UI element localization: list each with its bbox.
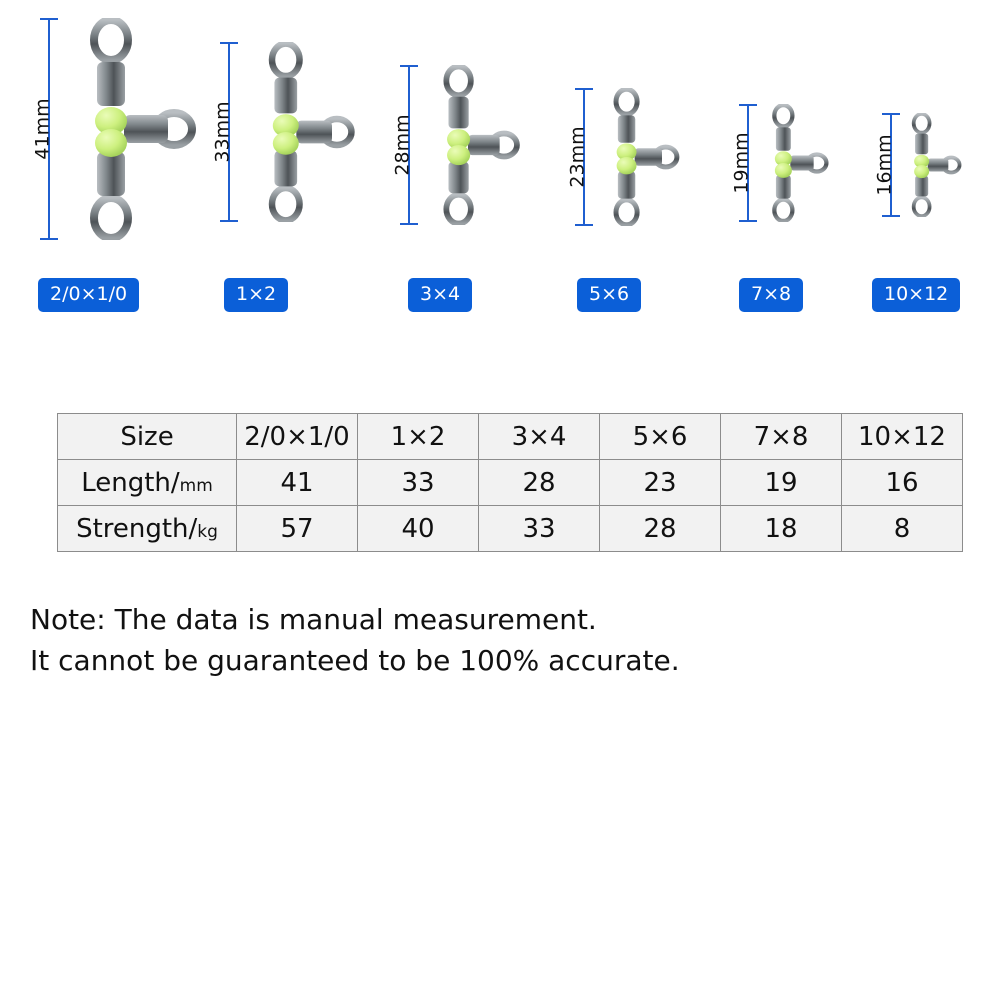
dimension-cap-bottom xyxy=(400,223,418,225)
table-cell: 28 xyxy=(600,506,721,552)
dimension-bar xyxy=(386,65,416,225)
table-cell: 10×12 xyxy=(842,414,963,460)
dimension-label: 23mm xyxy=(566,126,589,188)
product-cell xyxy=(196,0,366,330)
table-cell: 1×2 xyxy=(358,414,479,460)
product-cell xyxy=(551,0,721,330)
row-header-strength xyxy=(58,506,237,552)
dimension-bar xyxy=(725,104,755,222)
size-badge: 10×12 xyxy=(872,278,960,312)
dimension-cap-bottom xyxy=(220,220,238,222)
dimension-bar xyxy=(868,113,898,217)
table-cell: 16 xyxy=(842,460,963,506)
dimension-cap-top xyxy=(575,88,593,90)
swivel-illustration xyxy=(593,88,685,226)
table-cell: 8 xyxy=(842,506,963,552)
row-header-label: Size xyxy=(120,421,174,452)
swivel-illustration xyxy=(66,18,196,240)
table-cell: 5×6 xyxy=(600,414,721,460)
note-line-2: It cannot be guaranteed to be 100% accurate. xyxy=(30,643,680,677)
dimension-cap-top xyxy=(400,65,418,67)
note-line-1: Note: The data is manual measurement. xyxy=(30,603,597,636)
size-badge: 1×2 xyxy=(224,278,288,312)
size-badge: 3×4 xyxy=(408,278,472,312)
table-cell: 19 xyxy=(721,460,842,506)
swivel-illustration xyxy=(896,113,966,217)
dimension-label: 41mm xyxy=(31,98,54,160)
table-cell: 40 xyxy=(358,506,479,552)
product-cell xyxy=(16,0,186,330)
size-badge: 7×8 xyxy=(739,278,803,312)
dimension-label: 19mm xyxy=(730,132,753,194)
dimension-bar xyxy=(561,88,591,226)
table-cell: 33 xyxy=(358,460,479,506)
row-header-length xyxy=(58,460,237,506)
table-cell: 28 xyxy=(479,460,600,506)
spec-table xyxy=(57,413,963,552)
table-row xyxy=(58,460,963,506)
product-size-comparison xyxy=(0,0,1000,330)
row-header-label: Strength/ xyxy=(76,513,198,544)
table-cell: 18 xyxy=(721,506,842,552)
dimension-cap-top xyxy=(220,42,238,44)
table-cell: 41 xyxy=(237,460,358,506)
row-header-label: Length/ xyxy=(81,467,180,498)
table-cell: 57 xyxy=(237,506,358,552)
product-cell xyxy=(858,0,1000,330)
swivel-illustration xyxy=(755,104,833,222)
swivel-illustration xyxy=(420,65,526,225)
dimension-cap-top xyxy=(40,18,58,20)
note-text xyxy=(30,600,930,681)
dimension-cap-bottom xyxy=(40,238,58,240)
table-cell: 33 xyxy=(479,506,600,552)
table-cell: 3×4 xyxy=(479,414,600,460)
dimension-label: 28mm xyxy=(391,114,414,176)
product-cell xyxy=(376,0,546,330)
dimension-bar xyxy=(26,18,56,240)
size-badge: 5×6 xyxy=(577,278,641,312)
table-cell: 23 xyxy=(600,460,721,506)
size-badge: 2/0×1/0 xyxy=(38,278,139,312)
row-header-unit: mm xyxy=(179,475,213,496)
row-header-unit: kg xyxy=(197,521,218,542)
table-cell: 7×8 xyxy=(721,414,842,460)
dimension-label: 33mm xyxy=(211,101,234,163)
table-row xyxy=(58,414,963,460)
swivel-illustration xyxy=(242,42,362,222)
dimension-cap-bottom xyxy=(575,224,593,226)
row-header-size xyxy=(58,414,237,460)
table-cell: 2/0×1/0 xyxy=(237,414,358,460)
dimension-bar xyxy=(206,42,236,222)
table-row xyxy=(58,506,963,552)
dimension-label: 16mm xyxy=(873,134,896,196)
